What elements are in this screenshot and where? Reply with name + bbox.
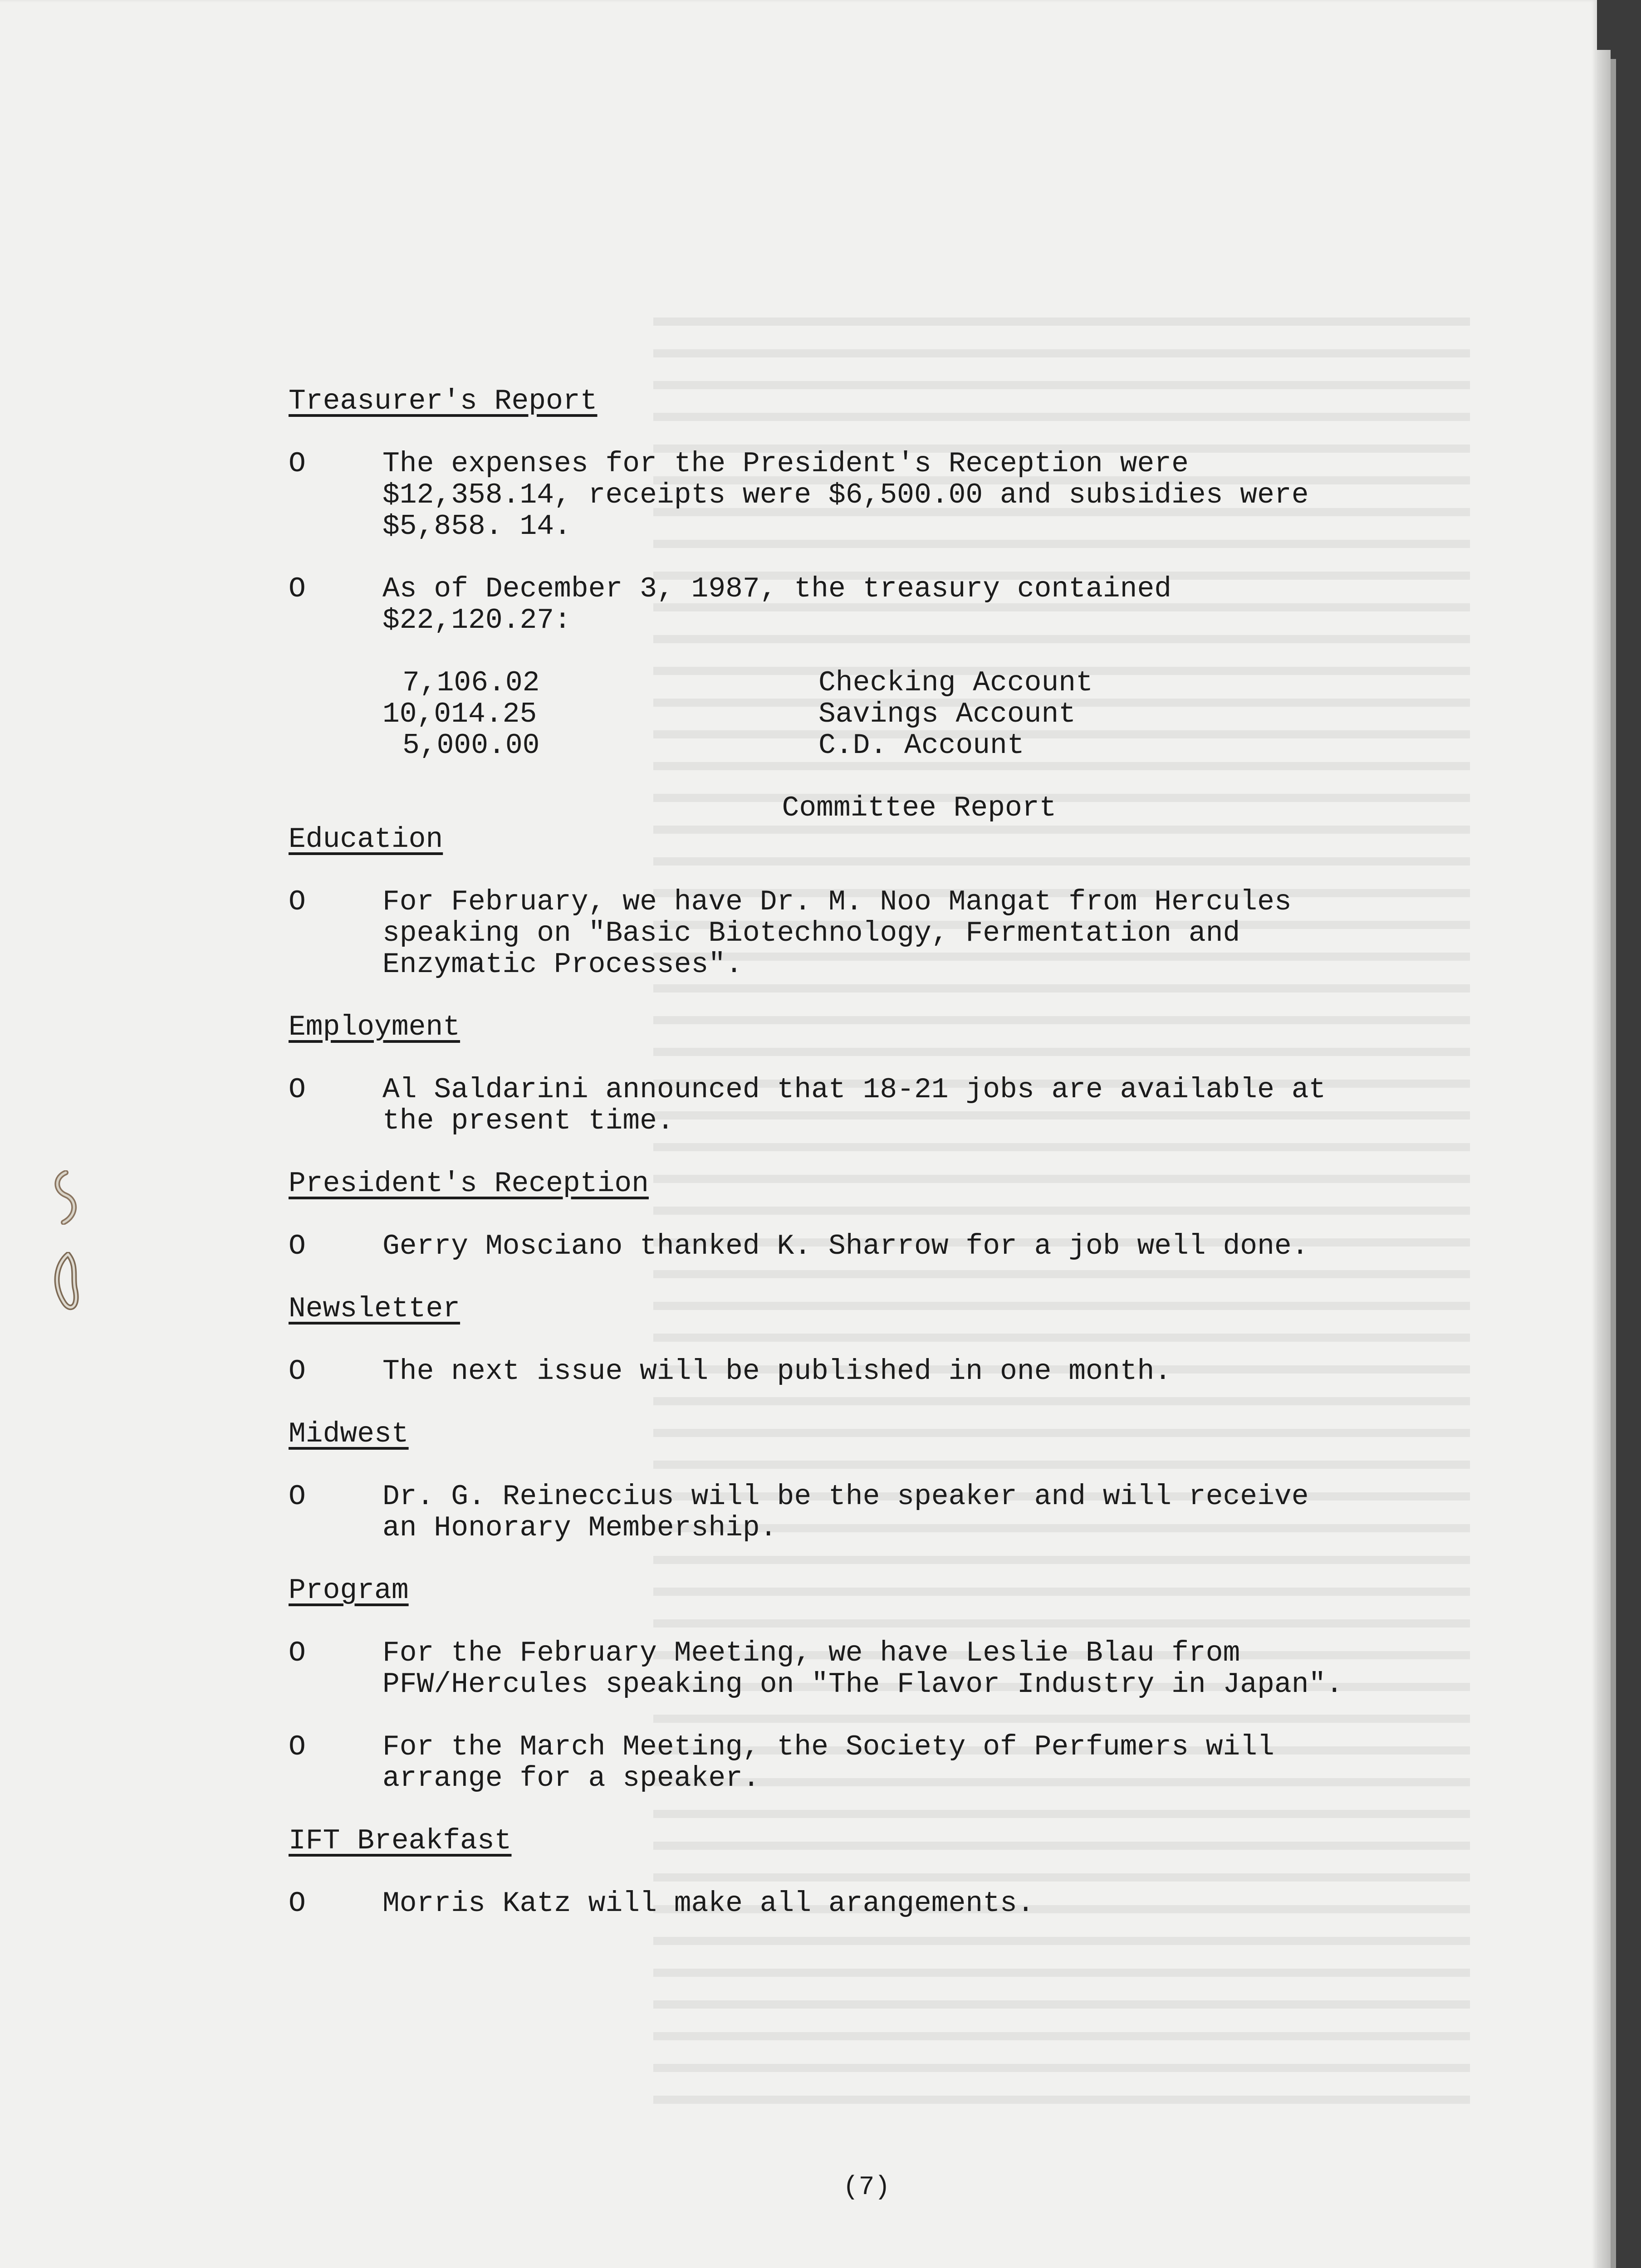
stacked-page-edge (1611, 59, 1616, 2268)
list-item (289, 1231, 1477, 1262)
bullet: O (289, 1230, 306, 1262)
item-text: For the March Meeting, the Society of Perfumers will arrange for a speaker. (382, 1731, 1274, 1794)
stacked-page-edge (1597, 50, 1611, 2268)
bullet: O (289, 1637, 306, 1669)
list-item (289, 1356, 1477, 1387)
report-body (289, 386, 1477, 1919)
item-text: For the February Meeting, we have Leslie Blau from PFW/Hercules speaking on "The Flavor Industry in Japan". (382, 1637, 1343, 1701)
item-text: Gerry Mosciano thanked K. Sharrow for a job well done. (382, 1230, 1309, 1262)
section-heading-midwest: Midwest (289, 1418, 409, 1450)
bullet: O (289, 1731, 306, 1763)
table-row (382, 699, 1093, 730)
staple-icon (48, 1170, 86, 1225)
section-heading-newsletter: Newsletter (289, 1293, 460, 1325)
list-item (289, 1074, 1477, 1137)
list-item (289, 1731, 1477, 1794)
treasurer-heading: Treasurer's Report (289, 385, 598, 417)
section-heading-presidents-reception: President's Reception (289, 1168, 649, 1200)
account-name: C.D. Account (818, 729, 1024, 762)
account-amount: 7,106.02 (402, 667, 540, 699)
section-heading-employment: Employment (289, 1011, 460, 1043)
accounts-table (382, 667, 1093, 761)
bullet: O (289, 886, 306, 918)
item-text: Morris Katz will make all arangements. (382, 1887, 1034, 1920)
staple-icon (48, 1252, 86, 1320)
list-item (289, 886, 1477, 980)
account-name: Checking Account (818, 667, 1093, 699)
item-text: The next issue will be published in one month. (382, 1355, 1172, 1388)
list-item (289, 573, 1477, 636)
account-amount: 10,014.25 (382, 698, 537, 730)
bullet: O (289, 573, 306, 605)
bullet: O (289, 448, 306, 480)
item-text: For February, we have Dr. M. Noo Mangat from Hercules speaking on "Basic Biotechnology, Fermentation and Enzymatic Processes". (382, 886, 1292, 981)
list-item (289, 1888, 1477, 1919)
list-item (289, 1637, 1477, 1700)
list-item (289, 1481, 1477, 1544)
item-text: Al Saldarini announced that 18-21 jobs are available at the present time. (382, 1074, 1326, 1137)
section-heading-ift-breakfast: IFT Breakfast (289, 1825, 512, 1857)
table-row (382, 667, 1093, 699)
bullet: O (289, 1481, 306, 1513)
item-text: Dr. G. Reineccius will be the speaker and will receive an Honorary Membership. (382, 1481, 1309, 1544)
section-heading-education: Education (289, 823, 443, 855)
page-number: (7) (843, 2173, 891, 2202)
item-text: As of December 3, 1987, the treasury contained $22,120.27: (382, 573, 1172, 636)
committee-report-title: Committee Report (782, 792, 1057, 824)
account-amount: 5,000.00 (402, 729, 540, 762)
list-item (289, 448, 1477, 542)
account-name: Savings Account (818, 698, 1076, 730)
bullet: O (289, 1355, 306, 1388)
section-heading-program: Program (289, 1574, 409, 1607)
bullet: O (289, 1074, 306, 1106)
item-text: The expenses for the President's Reception were $12,358.14, receipts were $6,500.00 and subsidies were $5,858. 14. (382, 448, 1309, 543)
table-row (382, 730, 1093, 761)
bullet: O (289, 1887, 306, 1920)
